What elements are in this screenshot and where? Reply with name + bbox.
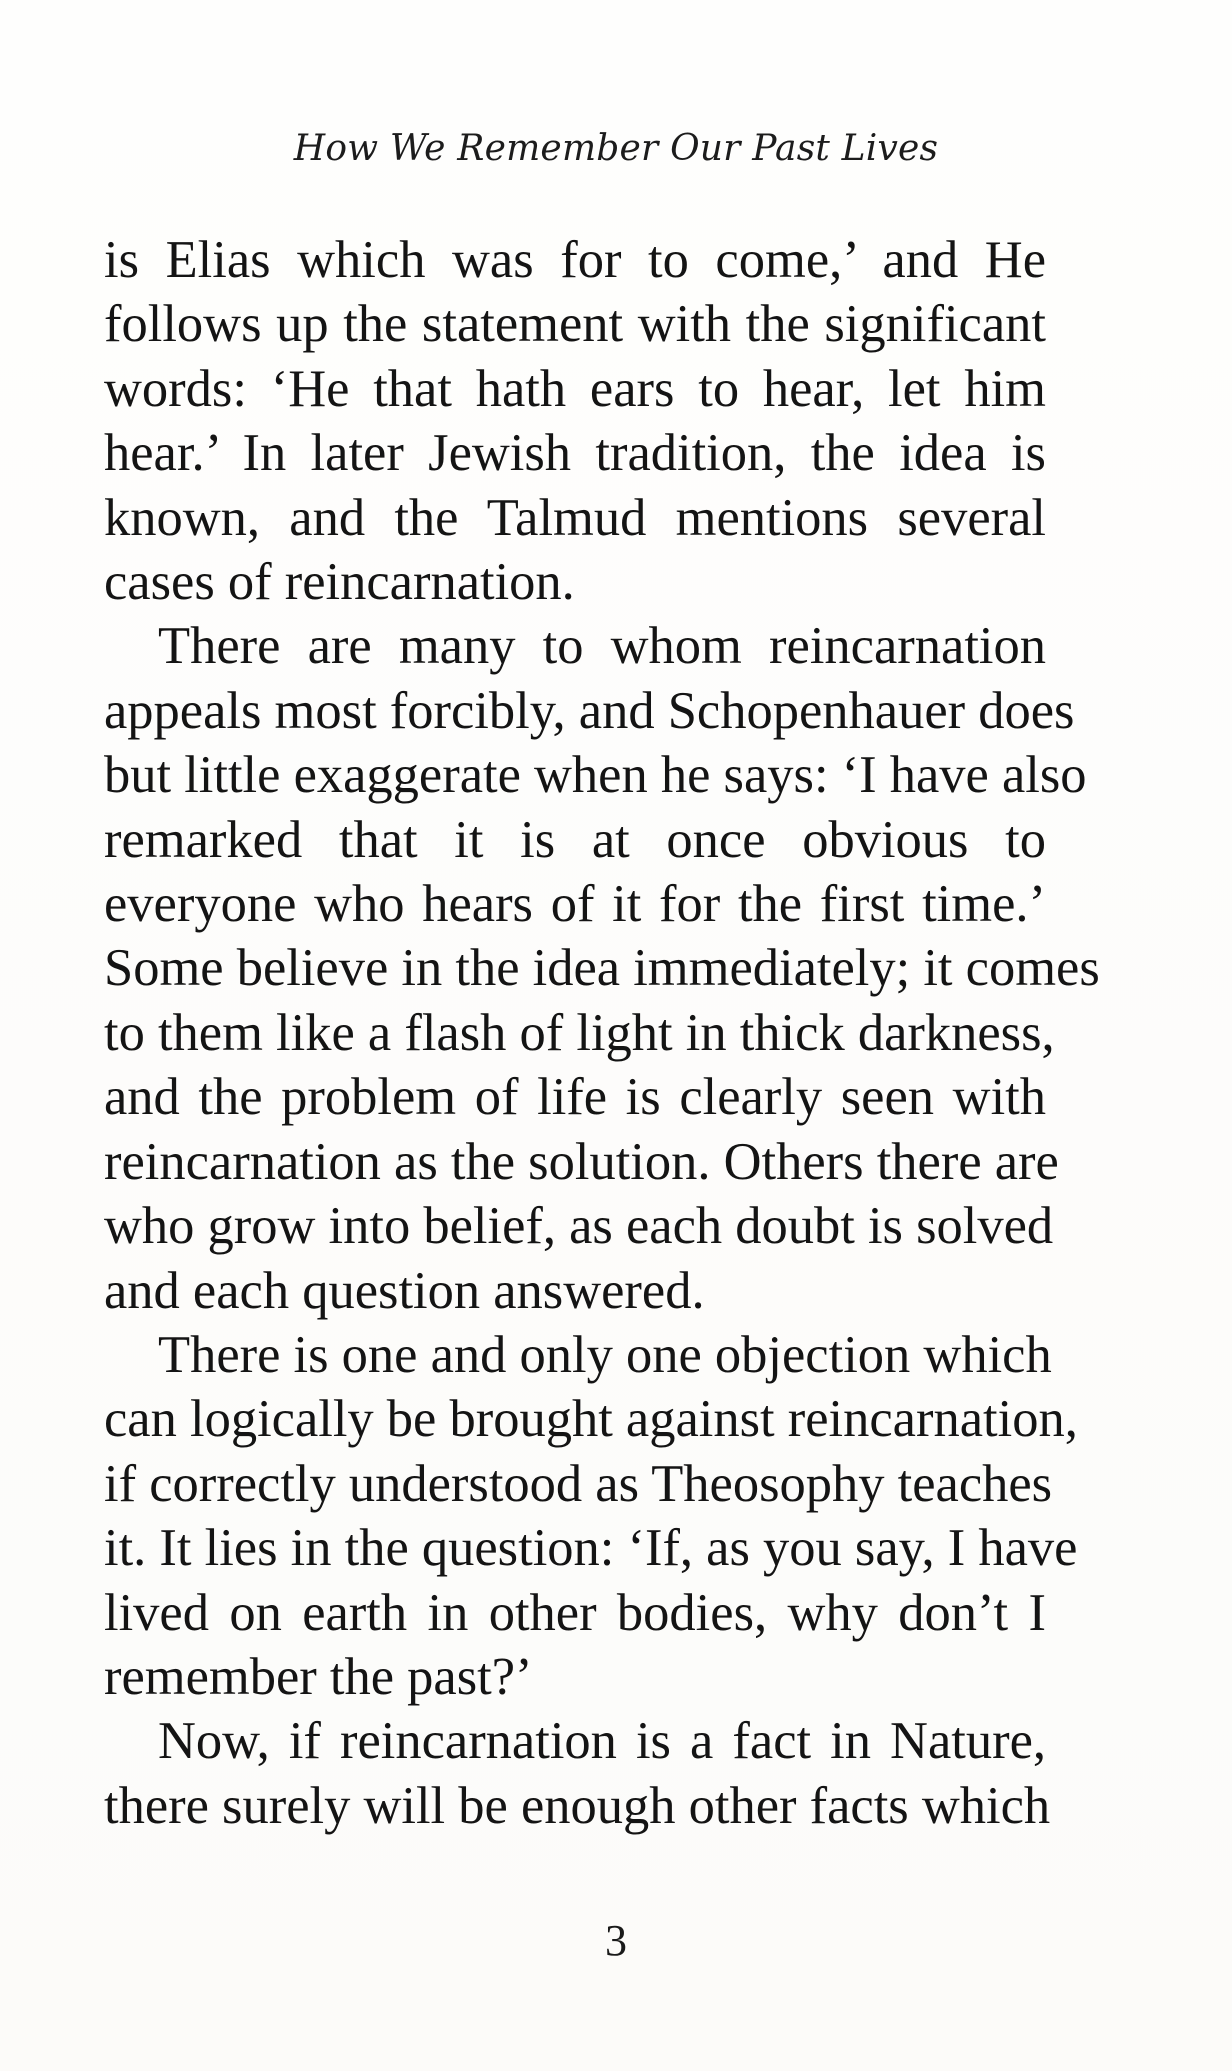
- text-line: Some believe in the idea immediately; it comes: [104, 939, 1100, 998]
- text-line: to them like a flash of light in thick darkness,: [104, 1003, 1055, 1062]
- text-line: but little exaggerate when he says: ‘I have also: [104, 746, 1087, 805]
- text-line: known, and the Talmud mentions several: [104, 488, 1046, 547]
- text-line: and each question answered.: [104, 1261, 705, 1320]
- text-line: and the problem of life is clearly seen with: [104, 1068, 1046, 1127]
- text-line: cases of reincarnation.: [104, 553, 575, 612]
- text-line: it. It lies in the question: ‘If, as you say, I have: [104, 1519, 1078, 1578]
- text-line: words: ‘He that hath ears to hear, let him: [104, 359, 1046, 418]
- page-number: 3: [605, 1916, 627, 1965]
- text-line: there surely will be enough other facts which: [104, 1776, 1051, 1835]
- text-line: There is one and only one objection which: [158, 1325, 1052, 1384]
- text-line: can logically be brought against reincarnation,: [104, 1390, 1078, 1449]
- text-line: who grow into belief, as each doubt is solved: [104, 1197, 1054, 1256]
- text-line: remember the past?’: [104, 1647, 533, 1706]
- text-line: Now, if reincarnation is a fact in Nature,: [158, 1712, 1046, 1771]
- text-line: hear.’ In later Jewish tradition, the idea is: [104, 424, 1046, 483]
- text-line: follows up the statement with the significant: [104, 295, 1046, 354]
- text-line: appeals most forcibly, and Schopenhauer does: [104, 681, 1075, 740]
- text-line: remarked that it is at once obvious to: [104, 810, 1046, 869]
- text-line: everyone who hears of it for the first time.’: [104, 875, 1046, 934]
- running-head: How We Remember Our Past Lives: [293, 128, 939, 169]
- text-line: lived on earth in other bodies, why don’t I: [104, 1583, 1046, 1642]
- text-line: is Elias which was for to come,’ and He: [104, 231, 1046, 289]
- text-line: if correctly understood as Theosophy teaches: [104, 1454, 1053, 1513]
- body-text: [104, 228, 1100, 1838]
- text-line: reincarnation as the solution. Others there are: [104, 1132, 1059, 1191]
- text-line: There are many to whom reincarnation: [158, 617, 1046, 676]
